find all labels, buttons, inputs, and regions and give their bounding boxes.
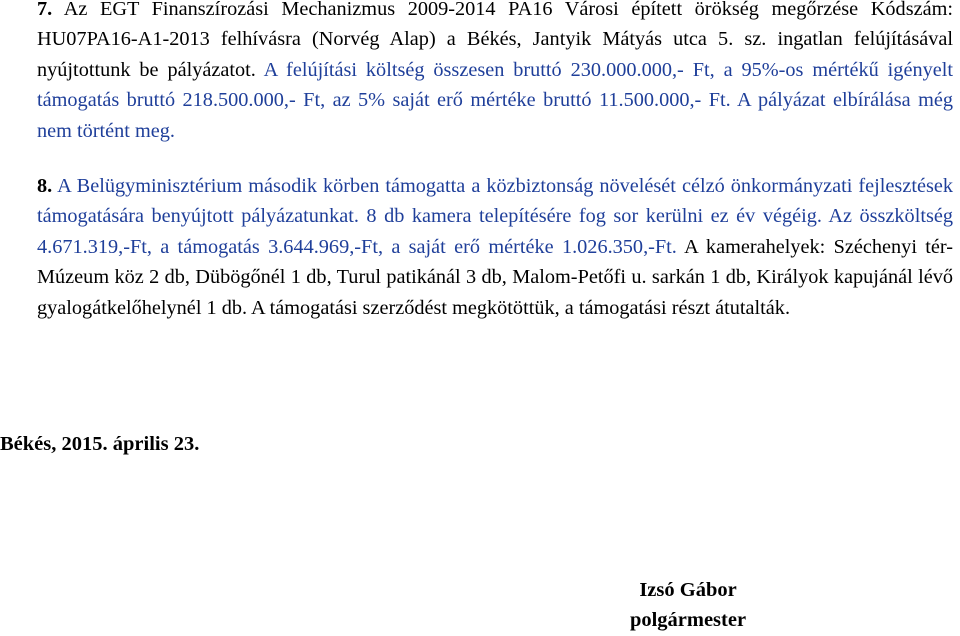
signatory-title: polgármester — [629, 609, 747, 631]
paragraph-item-7 — [37, 0, 953, 146]
item-8-text-black: A kamerahelyek: Széchenyi tér-Múzeum köz 2 db, Dübögőnél 1 db, Turul patikánál 3 db, Malom-Petőfi u. sarkán 1 db, Királyok kapujánál lévő gyalogátkelőhelynél 1 db. A támogatási szerződést megkötöttük, a támogatási részt átutalták. — [37, 235, 954, 319]
item-8-text-blue: A Belügyminisztérium második körben támogatta a közbiztonság növelését célzó önkormányzati fejlesztések támogatására benyújtott pályázatunkat. 8 db kamera telepítésére fog sor kerülni ez év végéig. Az összköltség 4.671.319,-Ft, a támogatás 3.644.969,-Ft, a saját erő mértéke 1.026.350,-Ft. — [37, 175, 954, 258]
item-number-7: 7. — [37, 0, 53, 20]
paragraph-item-8 — [37, 171, 953, 323]
item-7-text-black: Az EGT Finanszírozási Mechanizmus 2009-2014 PA16 Városi épített örökség megőrzése Kódszám: HU07PA16-A1-2013 felhívásra (Norvég Alap) a Békés, Jantyik Mátyás utca 5. sz. ingatlan felújításával nyújtottunk be pályázatot. — [37, 0, 954, 81]
item-7-text-blue: A felújítási költség összesen bruttó 230.000.000,- Ft, a 95%-os mértékű igényelt támogatás bruttó 218.500.000,- Ft, az 5% saját erő mértéke bruttó 11.500.000,- Ft. A pályázat elbírálása még nem történt meg. — [37, 58, 953, 142]
item-number-8: 8. — [37, 175, 53, 197]
place-and-date: Békés, 2015. április 23. — [0, 433, 200, 455]
signatory-name: Izsó Gábor — [639, 579, 737, 601]
